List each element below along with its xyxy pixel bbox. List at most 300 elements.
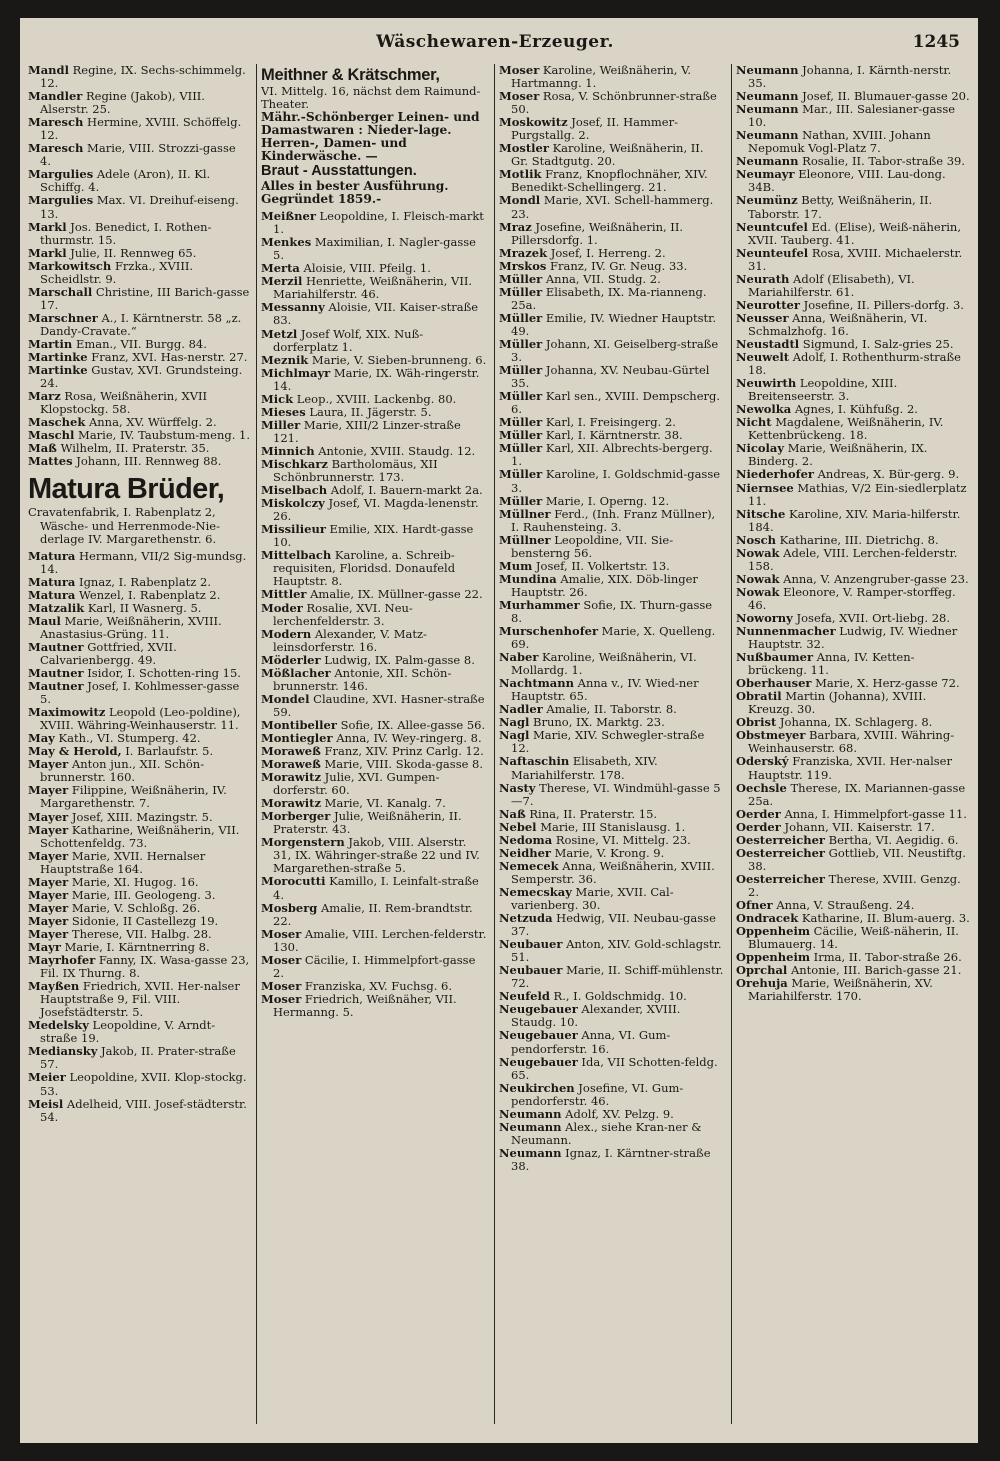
- entry-name: Neumann: [499, 1106, 562, 1121]
- entry-name: Nebel: [499, 819, 537, 834]
- entry-name: Moser: [499, 89, 540, 104]
- directory-entry: [28, 784, 250, 810]
- column-divider: [494, 64, 495, 1424]
- entry-name: Nowak: [736, 584, 780, 599]
- entry-details: Anna, IV. Ketten-brückeng. 11.: [748, 650, 915, 678]
- directory-entry: [736, 194, 972, 220]
- entry-name: Neustadtl: [736, 336, 800, 351]
- entry-details: Karoline, a. Schreib-requisiten, Floridsd. Donaufeld Hauptstr. 8.: [273, 548, 456, 589]
- entry-details: Aloisie, VII. Kaiser-straße 83.: [273, 300, 479, 328]
- entry-name: Mautner: [28, 679, 84, 694]
- directory-entry: [736, 586, 972, 612]
- directory-entry: [736, 416, 972, 442]
- entry-name: Oerder: [736, 806, 781, 821]
- entry-details: Anna, IV. Wey-ringerg. 8.: [332, 730, 482, 745]
- entry-details: Sidonie, II Castellezg 19.: [68, 913, 219, 928]
- entry-details: Amalie, VIII. Lerchen-felderstr. 130.: [273, 926, 487, 954]
- entry-details: Marie, II. Schiff-mühlenstr. 72.: [511, 963, 724, 991]
- entry-name: Mick: [261, 391, 294, 406]
- entry-details: Magdalene, Weißnäherin, IV. Kettenbrückeng. 18.: [748, 415, 944, 443]
- directory-entry: [499, 1029, 724, 1055]
- directory-entry: [261, 210, 487, 236]
- entry-name: Maß: [28, 441, 57, 456]
- entry-name: Neumann: [499, 1119, 562, 1134]
- entry-name: Montibeller: [261, 717, 337, 732]
- entry-name: Noworny: [736, 610, 793, 625]
- directory-entry: [261, 301, 487, 327]
- column-divider: [256, 64, 257, 1424]
- entry-name: May & Herold,: [28, 744, 122, 759]
- entry-details: Leop., XVIII. Lackenbg. 80.: [293, 391, 457, 406]
- directory-entry: [736, 312, 972, 338]
- entry-details: Johann, VII. Kaiserstr. 17.: [780, 819, 935, 834]
- entry-name: Niernsee: [736, 480, 794, 495]
- directory-entry: [499, 90, 724, 116]
- entry-name: Meier: [28, 1070, 66, 1085]
- directory-entry: [28, 168, 250, 194]
- directory-entry: [499, 142, 724, 168]
- directory-entry: [736, 273, 972, 299]
- entry-name: Neubauer: [499, 937, 563, 952]
- entry-details: Irma, II. Tabor-straße 26.: [810, 950, 962, 965]
- entry-details: Marie, V. Sieben-brunneng. 6.: [308, 352, 487, 367]
- ad-text-bold: Alles in bester Ausführung. Gegründet 1859.-: [261, 179, 449, 207]
- entry-name: Moser: [499, 64, 540, 77]
- entry-details: Katharine, III. Dietrichg. 8.: [776, 532, 939, 547]
- directory-entry: [499, 1056, 724, 1082]
- entry-name: Mum: [499, 558, 533, 573]
- ad-subheadline: Braut - Ausstattungen.: [261, 163, 417, 180]
- entry-details: Marie, VIII. Skoda-gasse 8.: [320, 757, 484, 772]
- entry-details: Elisabeth, XIV. Mariahilferstr. 178.: [511, 754, 658, 782]
- entry-name: Maximowitz: [28, 705, 106, 720]
- directory-entry: [736, 625, 972, 651]
- entry-details: Bartholomäus, XII Schönbrunnerstr. 173.: [273, 456, 438, 485]
- entry-details: Laura, II. Jägerstr. 5.: [305, 404, 432, 419]
- entry-details: Alex., siehe Kran-ner & Neumann.: [511, 1119, 702, 1147]
- directory-entry: [499, 468, 724, 494]
- entry-details: Leopoldine, XIII. Breitenseerstr. 3.: [748, 376, 898, 404]
- entry-details: Franz, XIV. Prinz Carlg. 12.: [320, 744, 484, 759]
- entry-name: Mieses: [261, 404, 306, 419]
- entry-details: Marie, XIII/2 Linzer-straße 121.: [273, 417, 461, 445]
- entry-name: Mayer: [28, 926, 69, 941]
- entry-details: Marie, III Stanislausg. 1.: [536, 819, 686, 834]
- entry-name: Meznik: [261, 352, 309, 367]
- entry-details: Bertha, VI. Aegidig. 6.: [824, 832, 959, 847]
- entry-name: Maul: [28, 613, 61, 628]
- directory-entry: [261, 458, 487, 484]
- directory-entry: [736, 847, 972, 873]
- entry-details: Leopoldine, VII. Sie-bensterng 56.: [511, 532, 674, 560]
- directory-entry: [28, 824, 250, 850]
- entry-details: Therese, IX. Mariannen-gasse 25a.: [748, 780, 966, 808]
- entry-details: Anna, Weißnäherin, VI. Schmalzhofg. 16.: [748, 310, 928, 338]
- advertisement: [28, 472, 250, 545]
- entry-details: Johanna, XV. Neubau-Gürtel 35.: [511, 363, 710, 391]
- entry-name: Neumann: [736, 154, 799, 169]
- entry-details: Christine, III Barich-gasse 17.: [40, 284, 250, 312]
- entry-details: Rosa, Weißnäherin, XVII Klopstockg. 58.: [40, 389, 208, 417]
- directory-entry: [736, 103, 972, 129]
- directory-entry: [736, 729, 972, 755]
- entry-name: Mayer: [28, 757, 69, 772]
- page-number: 1245: [912, 32, 960, 52]
- entry-details: Cäcilie, I. Himmelpfort-gasse 2.: [273, 952, 476, 980]
- entry-details: Ed. (Elise), Weiß-näherin, XVII. Tauberg. 41.: [748, 219, 961, 247]
- directory-entry: [499, 625, 724, 651]
- entry-name: Mautner: [28, 666, 84, 681]
- directory-entry: [499, 860, 724, 886]
- directory-entry: [499, 534, 724, 560]
- directory-entry: [499, 64, 724, 90]
- entry-details: Marie, III. Geologeng. 3.: [68, 887, 216, 902]
- entry-name: Matzalik: [28, 600, 85, 615]
- entry-name: Mischkarz: [261, 456, 328, 471]
- entry-name: Müllner: [499, 532, 551, 547]
- entry-name: Maresch: [28, 141, 84, 156]
- directory-column-1: [28, 64, 250, 1434]
- entry-name: Obratil: [736, 689, 782, 704]
- entry-details: Ida, VII Schotten-feldg. 65.: [511, 1054, 718, 1082]
- entry-name: Mittler: [261, 587, 307, 602]
- directory-entry: [499, 1082, 724, 1108]
- entry-name: Marschall: [28, 284, 93, 299]
- directory-entry: [261, 667, 487, 693]
- entry-name: Nagl: [499, 728, 530, 743]
- directory-entry: [28, 286, 250, 312]
- entry-details: Therese, VII. Halbg. 28.: [68, 926, 212, 941]
- directory-entry: [261, 875, 487, 901]
- directory-entry: [28, 954, 250, 980]
- entry-name: Niederhofer: [736, 467, 814, 482]
- entry-details: Marie, X. Quelleng. 69.: [511, 624, 716, 652]
- directory-entry: [261, 236, 487, 262]
- entry-name: Moser: [261, 978, 302, 993]
- entry-name: Nicolay: [736, 441, 785, 456]
- entry-details: Emilie, XIX. Hardt-gasse 10.: [273, 522, 474, 550]
- entry-details: Antonie, XVIII. Staudg. 12.: [314, 443, 476, 458]
- entry-name: Müller: [499, 415, 543, 430]
- entry-details: Josef, XIII. Mazingstr. 5.: [68, 809, 213, 824]
- entry-name: Mosberg: [261, 900, 318, 915]
- entry-details: Isidor, I. Schotten-ring 15.: [83, 666, 241, 681]
- entry-details: Eman., VII. Burgg. 84.: [72, 336, 207, 351]
- entry-details: Gottlieb, VII. Neustiftg. 38.: [748, 845, 966, 873]
- entry-name: Martin: [28, 336, 73, 351]
- entry-details: Franz, Knopflochnäher, XIV. Benedikt-Schellingerg. 21.: [511, 167, 708, 195]
- entry-details: Gustav, XVI. Grundsteing. 24.: [40, 363, 243, 391]
- directory-entry: [28, 64, 250, 90]
- directory-entry: [499, 886, 724, 912]
- directory-entry: [261, 328, 487, 354]
- directory-entry: [736, 64, 972, 90]
- entry-name: Müller: [499, 467, 543, 482]
- directory-entry: [736, 925, 972, 951]
- entry-details: Anna, Weißnäherin, XVIII. Semperstr. 36.: [511, 858, 715, 886]
- entry-details: Bruno, IX. Marktg. 23.: [529, 715, 665, 730]
- entry-details: Marie, XVI. Schell-hammerg. 23.: [511, 193, 714, 221]
- directory-entry: [499, 168, 724, 194]
- entry-name: Müller: [499, 389, 543, 404]
- directory-entry: [499, 599, 724, 625]
- directory-entry: [261, 928, 487, 954]
- entry-details: Karoline, XIV. Maria-hilferstr. 184.: [748, 506, 961, 534]
- page-header: [20, 32, 978, 58]
- entry-details: Nathan, XVIII. Johann Nepomuk Vogl-Platz 7.: [748, 128, 931, 156]
- entry-details: Emilie, IV. Wiedner Hauptstr. 49.: [511, 310, 716, 338]
- directory-entry: [28, 980, 250, 1019]
- entry-details: Rosalie, II. Tabor-straße 39.: [798, 154, 966, 169]
- entry-name: Mayer: [28, 848, 69, 863]
- directory-entry: [499, 755, 724, 781]
- entry-details: Ludwig, IX. Palm-gasse 8.: [320, 652, 475, 667]
- entry-name: Mittelbach: [261, 548, 332, 563]
- directory-entry: [28, 1019, 250, 1045]
- entry-details: Franz, IV. Gr. Neug. 33.: [546, 258, 688, 273]
- entry-details: Julie, Weißnäherin, II. Praterstr. 43.: [273, 809, 462, 837]
- entry-name: Mostler: [499, 141, 549, 156]
- entry-details: Antonie, III. Barich-gasse 21.: [787, 963, 962, 978]
- entry-name: Neusser: [736, 310, 789, 325]
- directory-entry: [736, 351, 972, 377]
- entry-name: Matura: [28, 587, 76, 602]
- entry-name: Nasty: [499, 780, 536, 795]
- entry-name: Mandl: [28, 64, 69, 77]
- entry-details: Agnes, I. Kühfußg. 2.: [791, 402, 918, 417]
- entry-details: Amalie, II. Rem-brandtstr. 22.: [273, 900, 473, 928]
- entry-name: Neubauer: [499, 963, 563, 978]
- entry-name: Mößlacher: [261, 665, 331, 680]
- directory-entry: [28, 758, 250, 784]
- entry-details: Rosalie, XVI. Neu-lerchenfelderstr. 3.: [273, 600, 413, 628]
- entry-name: Oerder: [736, 819, 781, 834]
- entry-details: Claudine, XVI. Hasner-straße 59.: [273, 691, 485, 719]
- entry-details: Henriette, Weißnäherin, VII. Mariahilferstr. 46.: [273, 274, 473, 302]
- directory-entry: [28, 1098, 250, 1124]
- page-title: Wäschewaren-Erzeuger.: [376, 32, 614, 52]
- directory-entry: [28, 550, 250, 576]
- entry-name: Montiegler: [261, 730, 333, 745]
- entry-details: Johann, XI. Geiselberg-straße 3.: [511, 336, 719, 365]
- entry-name: Nagl: [499, 715, 530, 730]
- entry-details: Kath., VI. Stumperg. 42.: [54, 731, 201, 746]
- directory-entry: [499, 338, 724, 364]
- entry-name: Matura: [28, 574, 76, 589]
- entry-name: Neurotter: [736, 297, 800, 312]
- entry-details: Mathias, V/2 Ein-siedlerplatz 11.: [748, 480, 967, 508]
- entry-name: Orehuja: [736, 976, 788, 991]
- entry-details: Marie, VI. Kanalg. 7.: [321, 796, 446, 811]
- entry-details: Julie, II. Rennweg 65.: [66, 245, 197, 260]
- entry-name: Mayer: [28, 913, 69, 928]
- directory-entry: [736, 221, 972, 247]
- entry-details: Marie, IX. Wäh-ringerstr. 14.: [273, 365, 480, 393]
- entry-name: Nowak: [736, 545, 780, 560]
- entry-name: Obstmeyer: [736, 728, 806, 743]
- entry-details: Antonie, XII. Schön-brunnerstr. 146.: [273, 665, 452, 693]
- entry-name: Mrazek: [499, 245, 548, 260]
- entry-name: Moraweß: [261, 744, 321, 759]
- entry-name: Mayr: [28, 940, 61, 954]
- entry-name: Newolka: [736, 402, 792, 417]
- entry-name: Müllner: [499, 506, 551, 521]
- directory-entry: [28, 194, 250, 220]
- entry-name: Mraz: [499, 219, 532, 234]
- directory-entry: [28, 641, 250, 667]
- entry-details: Hermine, XVIII. Schöffelg. 12.: [40, 115, 242, 143]
- entry-details: Marie, I. Kärntnerring 8.: [60, 940, 210, 954]
- directory-entry: [499, 194, 724, 220]
- directory-entry: [261, 275, 487, 301]
- entry-details: Anna, V. Anzengruber-gasse 23.: [779, 571, 969, 586]
- column-divider: [731, 64, 732, 1424]
- directory-entry: [499, 573, 724, 599]
- directory-entry: [261, 954, 487, 980]
- entry-name: Nemecek: [499, 858, 559, 873]
- directory-entry: [736, 168, 972, 194]
- entry-details: Amalie, II. Taborstr. 8.: [542, 702, 677, 717]
- entry-name: Michlmayr: [261, 365, 331, 380]
- entry-name: Murschenhofer: [499, 624, 599, 639]
- entry-details: Adelheid, VIII. Josef-städterstr. 54.: [40, 1096, 247, 1124]
- directory-entry: [736, 547, 972, 573]
- directory-entry: [499, 221, 724, 247]
- entry-details: Marie, XI. Hugog. 16.: [68, 874, 199, 889]
- entry-details: R., I. Goldschmidg. 10.: [549, 989, 687, 1004]
- entry-name: Moser: [261, 926, 302, 941]
- entry-name: Oesterreicher: [736, 871, 825, 886]
- entry-details: Regine, IX. Sechs-schimmelg. 12.: [40, 64, 246, 91]
- entry-details: Filippine, Weißnäherin, IV. Margarethenstr. 7.: [40, 783, 227, 811]
- entry-details: Josefine, VI. Gum-pendorferstr. 46.: [511, 1080, 684, 1108]
- entry-name: Möderler: [261, 652, 321, 667]
- directory-entry: [499, 116, 724, 142]
- entry-name: Ondracek: [736, 911, 799, 926]
- entry-details: Cäcilie, Weiß-näherin, II. Blumauerg. 14.: [748, 924, 959, 952]
- entry-name: Mayer: [28, 783, 69, 798]
- entry-name: Müller: [499, 284, 543, 299]
- entry-name: Mandler: [28, 89, 83, 104]
- directory-entry: [736, 782, 972, 808]
- entry-details: Marie, V. Schloßg. 26.: [68, 900, 201, 915]
- entry-details: Marie, X. Herz-gasse 72.: [811, 676, 960, 691]
- entry-details: Franziska, XVII. Her-nalser Hauptstr. 119.: [748, 754, 952, 782]
- entry-name: Mayer: [28, 809, 69, 824]
- entry-details: Leopoldine, XVII. Klop-stockg. 53.: [40, 1070, 247, 1098]
- entry-details: Karl, XII. Albrechts-bergerg. 1.: [511, 441, 713, 469]
- entry-name: Neuwelt: [736, 350, 790, 365]
- entry-details: Marie, XVII. Hernalser Hauptstraße 164.: [40, 848, 206, 876]
- entry-name: Mayßen: [28, 979, 80, 994]
- entry-name: Nachtmann: [499, 676, 574, 691]
- ad-text-bold: Mähr.-Schönberger Leinen- und Damastwaren : Nieder-lage. Herren-, Damen- und Kinderwäsche. —: [261, 110, 480, 164]
- directory-entry: [736, 442, 972, 468]
- directory-entry: [28, 615, 250, 641]
- ad-headline: Meithner & Krätschmer,: [261, 66, 440, 84]
- directory-entry: [736, 247, 972, 273]
- entry-details: Jakob, VIII. Alserstr. 31, IX. Währinger-straße 22 und IV. Margarethen-straße 5.: [273, 835, 480, 876]
- entry-details: Therese, XVIII. Genzg. 2.: [748, 871, 961, 899]
- entry-details: Anton, XIV. Gold-schlagstr. 51.: [511, 937, 722, 965]
- directory-entry: [261, 602, 487, 628]
- entry-details: Anna v., IV. Wied-ner Hauptstr. 65.: [511, 676, 699, 704]
- entry-details: Eleonore, VIII. Lau-dong. 34B.: [748, 167, 946, 195]
- entry-name: Mondl: [499, 193, 541, 208]
- entry-details: Betty, Weißnäherin, II. Taborstr. 17.: [748, 193, 933, 221]
- entry-details: Josef, I. Kohlmesser-gasse 5.: [40, 679, 240, 707]
- entry-details: Karl, II Wasnerg. 5.: [84, 600, 202, 615]
- entry-name: Mattes: [28, 454, 73, 469]
- directory-entry: [499, 508, 724, 534]
- entry-name: Nunnenmacher: [736, 624, 836, 639]
- directory-entry: [261, 549, 487, 588]
- entry-name: Neuwirth: [736, 376, 797, 391]
- entry-details: Alexander, V. Matz-leinsdorferstr. 16.: [273, 626, 427, 654]
- entry-name: Morberger: [261, 809, 331, 824]
- directory-entry: [736, 977, 972, 1003]
- entry-details: Josef Wolf, XIX. Nuß-dorferplatz 1.: [273, 326, 424, 354]
- entry-name: Neumann: [499, 1145, 562, 1160]
- directory-entry: [261, 771, 487, 797]
- entry-name: Nowak: [736, 571, 780, 586]
- entry-name: Neunteufel: [736, 245, 809, 260]
- entry-details: Leopoldine, V. Arndt-straße 19.: [40, 1018, 216, 1046]
- entry-name: Mautner: [28, 639, 84, 654]
- directory-entry: [499, 912, 724, 938]
- entry-name: Neumünz: [736, 193, 798, 208]
- directory-column-3: [499, 64, 724, 1434]
- entry-details: Amalie, IX. Müllner-gasse 22.: [306, 587, 483, 602]
- directory-column-2: [261, 64, 487, 1434]
- entry-name: Mediansky: [28, 1044, 98, 1059]
- directory-entry: [499, 312, 724, 338]
- entry-details: Sofie, IX. Allee-gasse 56.: [336, 717, 486, 732]
- directory-entry: [28, 142, 250, 168]
- directory-entry: [499, 286, 724, 312]
- entry-name: Markowitsch: [28, 258, 112, 273]
- directory-entry: [499, 390, 724, 416]
- entry-name: Oppenheim: [736, 950, 810, 965]
- entry-details: Josefine, II. Pillers-dorfg. 3.: [799, 297, 964, 312]
- entry-details: Karl, I. Kärntnerstr. 38.: [542, 428, 683, 443]
- entry-name: Neumann: [736, 89, 799, 104]
- directory-entry: [499, 782, 724, 808]
- directory-entry: [261, 419, 487, 445]
- entry-details: Kamillo, I. Leinfalt-straße 4.: [273, 874, 479, 902]
- entry-name: Meisl: [28, 1096, 64, 1111]
- entry-details: Amalie, XIX. Döb-linger Hauptstr. 26.: [511, 571, 698, 599]
- entry-details: Karoline, Weißnäherin, II. Gr. Stadtgutg. 20.: [511, 141, 704, 169]
- entry-name: Müller: [499, 441, 543, 456]
- directory-entry: [736, 482, 972, 508]
- entry-details: Katharine, II. Blum-auerg. 3.: [798, 911, 970, 926]
- ad-headline: Matura Brüder,: [28, 473, 225, 506]
- entry-details: Karl sen., XVIII. Dempscherg. 6.: [511, 389, 721, 417]
- entry-name: Neumann: [736, 128, 799, 143]
- entry-name: Naber: [499, 650, 539, 665]
- directory-entry: [28, 706, 250, 732]
- entry-name: Müller: [499, 363, 543, 378]
- entry-details: Frzka., XVIII. Scheidlstr. 9.: [40, 258, 194, 286]
- entry-name: Mayer: [28, 874, 69, 889]
- directory-entry: [261, 523, 487, 549]
- ad-text: VI. Mittelg. 16, nächst dem Raimund-Theater.: [261, 84, 481, 112]
- entry-name: Murhammer: [499, 597, 580, 612]
- entry-name: Naß: [499, 806, 526, 821]
- entry-details: Anna, V. Straußeng. 24.: [772, 898, 915, 912]
- entry-details: Jos. Benedict, I. Rothen-thurmstr. 15.: [40, 219, 212, 247]
